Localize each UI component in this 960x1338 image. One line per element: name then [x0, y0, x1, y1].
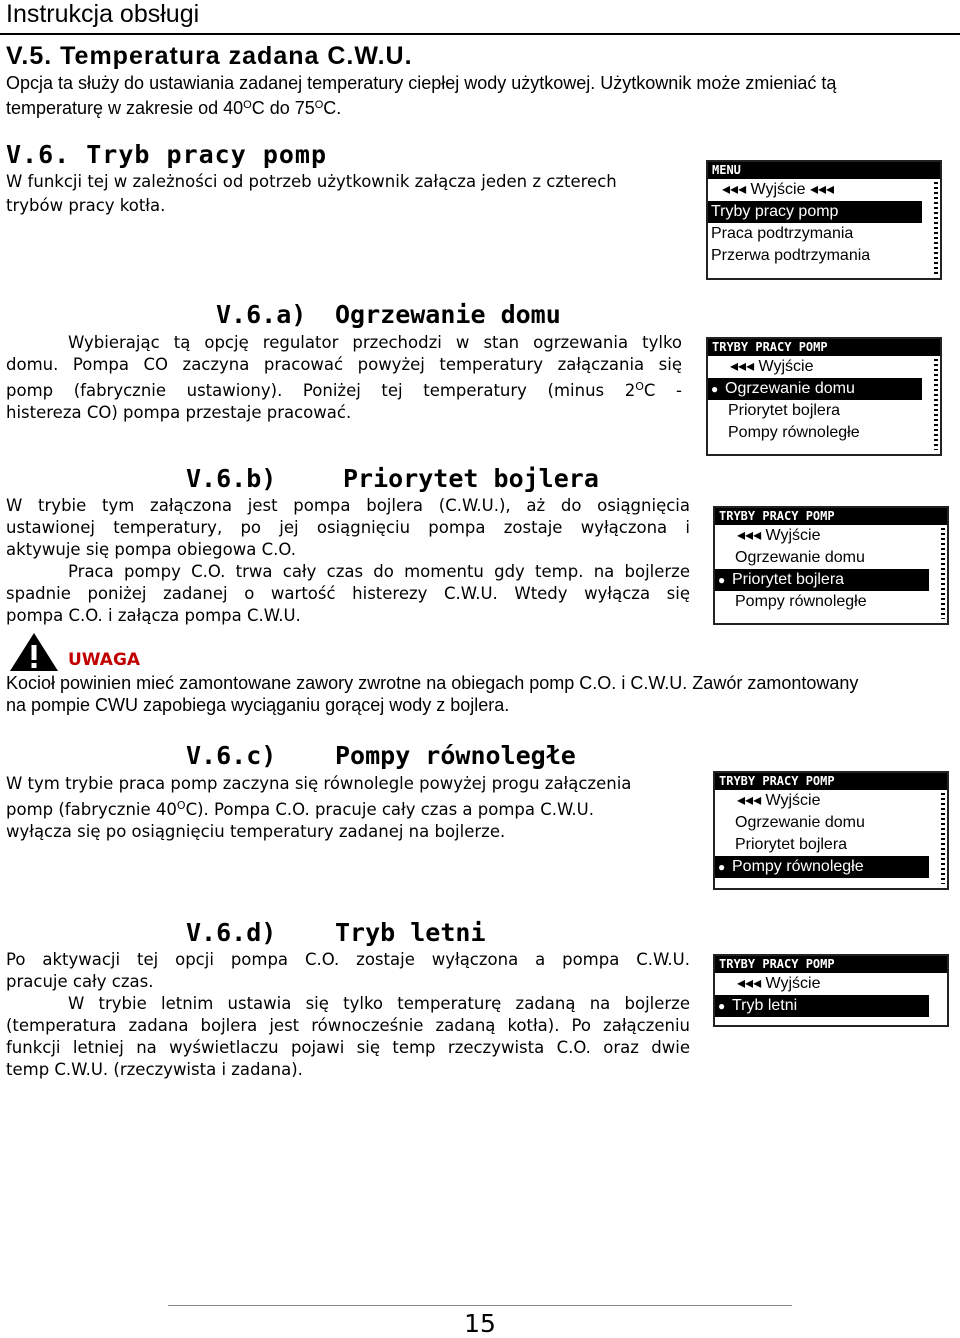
lcd-title: TRYBY PRACY POMP [715, 508, 947, 525]
section-v5-line-1: Opcja ta służy do ustawiania zadanej temperatury ciepłej wody użytkowej. Użytkownik może zmieniać tą [6, 73, 837, 93]
section-v6b-number: V.6.b) [186, 464, 277, 493]
section-v6b-line-3: aktywuje się pompa obiegowa C.O. [6, 540, 296, 559]
lcd-item: Pompy równoległe [728, 424, 860, 441]
section-v6c-title: Pompy równoległe [335, 741, 576, 770]
section-v6d-line-6: temp C.W.U. (rzeczywista i zadana). [6, 1060, 303, 1079]
section-v6a-line-4: histereza CO) pompa przestaje pracować. [6, 403, 352, 422]
section-v6a-title: Ogrzewanie domu [335, 300, 561, 329]
warning-text [6, 672, 958, 716]
lcd-item-exit: ◂◂◂ Wyjście [737, 975, 821, 992]
scrollbar-indicator [934, 182, 938, 274]
section-v6-line-1: W funkcji tej w zależności od potrzeb użytkownik załącza jeden z czterech [6, 172, 617, 191]
section-v6a-text [6, 332, 682, 424]
section-v6c-text [6, 773, 690, 843]
section-v6d-line-3: W trybie letnim ustawia się tylko temperaturę zadaną na bojlerze [68, 994, 690, 1013]
section-v6b-text [6, 495, 690, 627]
lcd-item-exit: ◂◂◂ Wyjście [730, 358, 814, 375]
lcd-item-exit: ◂◂◂ Wyjście ◂◂◂ [722, 181, 835, 198]
lcd-item: Priorytet bojlera [728, 402, 841, 419]
lcd-item: Ogrzewanie domu [735, 814, 865, 831]
lcd-item: Praca podtrzymania [711, 225, 854, 242]
lcd-item-exit: ◂◂◂ Wyjście [737, 527, 821, 544]
bullet-icon: ● [711, 382, 719, 396]
section-v6b-line-2: ustawionej temperatury, po jej osiągnięciu pompa zostaje wyłączona i [6, 518, 690, 537]
warning-line-2: na pompie CWU zapobiega wyciąganiu gorącej wody z bojlera. [6, 695, 510, 715]
section-v6b-line-6: pompa C.O. i załącza pompa C.W.U. [6, 606, 301, 625]
section-v6a-line-1: Wybierając tą opcję regulator przechodzi w stan ogrzewania tylko [68, 333, 682, 352]
section-v6-text [6, 170, 696, 218]
lcd-title: TRYBY PRACY POMP [708, 339, 940, 356]
lcd-item-exit: ◂◂◂ Wyjście [737, 792, 821, 809]
lcd-item: Pompy równoległe [735, 593, 867, 610]
lcd-title: TRYBY PRACY POMP [715, 956, 947, 973]
lcd-screen-ogrzewanie [706, 337, 942, 456]
section-v6c-line-1: W tym trybie praca pomp zaczyna się równolegle powyżej progu załączenia [6, 774, 632, 793]
lcd-title: TRYBY PRACY POMP [715, 773, 947, 790]
section-v6-line-2: trybów pracy kotła. [6, 196, 166, 215]
lcd-item-selected: ● Tryb letni [715, 995, 929, 1017]
page-number: 15 [464, 1309, 496, 1338]
section-v6d-text [6, 949, 690, 1081]
section-v6b-line-4: Praca pompy C.O. trwa cały czas do momentu gdy temp. na bojlerze [68, 562, 690, 581]
lcd-screen-menu [706, 160, 942, 280]
section-v5-text [6, 72, 956, 119]
scrollbar-indicator [941, 793, 945, 884]
section-v6d-number: V.6.d) [186, 918, 277, 947]
section-v6a-line-2: domu. Pompa CO zaczyna pracować powyżej temperatury załączania się [6, 355, 682, 374]
bullet-icon: ● [718, 860, 726, 874]
section-v6b-line-5: spadnie poniżej zadanej o wartość histerezy C.W.U. Wtedy wyłącza się [6, 584, 690, 603]
lcd-screen-tryb-letni [713, 954, 949, 1027]
section-v6b-title: Priorytet bojlera [343, 464, 599, 493]
bullet-icon: ● [718, 573, 726, 587]
bullet-icon: ● [718, 999, 726, 1013]
scrollbar-indicator [934, 359, 938, 450]
section-v6c-line-3: wyłącza się po osiągnięciu temperatury zadanej na bojlerze. [6, 822, 506, 841]
section-v6d-line-1: Po aktywacji tej opcji pompa C.O. zostaje wyłączona a pompa C.W.U. [6, 950, 690, 969]
section-v6c-number: V.6.c) [186, 741, 277, 770]
lcd-item: Ogrzewanie domu [735, 549, 865, 566]
section-v6a-line-3: pomp (fabrycznie ustawiony). Poniżej tej temperatury (minus $2^OC$ - [6, 380, 682, 400]
section-v5-line-2: temperaturę w zakresie od $40^OC$ do $75^OC$. [6, 98, 342, 118]
footer-rule [168, 1305, 792, 1306]
lcd-screen-rownolegle [713, 771, 949, 890]
section-v6d-line-5: funkcji letniej na wyświetlaczu pojawi się temp rzeczywista C.O. oraz dwie [6, 1038, 690, 1057]
section-v6d-title: Tryb letni [335, 918, 486, 947]
warning-label: UWAGA [68, 650, 141, 670]
section-v6b-line-1: W trybie tym załączona jest pompa bojlera (C.W.U.), aż do osiągnięcia [6, 496, 690, 515]
scrollbar-indicator [941, 528, 945, 619]
lcd-item-selected: ● Priorytet bojlera [715, 569, 929, 591]
section-v6d-line-2: pracuje cały czas. [6, 972, 154, 991]
lcd-item: Przerwa podtrzymania [711, 247, 871, 264]
header-rule [0, 33, 960, 35]
lcd-item-selected: Tryby pracy pomp [708, 201, 922, 223]
document-header: Instrukcja obsługi [6, 0, 200, 28]
lcd-screen-priorytet [713, 506, 949, 625]
warning-triangle-icon [8, 631, 60, 673]
section-v6d-line-4: (temperatura zadana bojlera jest równocześnie zadaną kotła). Po załączeniu [6, 1016, 690, 1035]
section-v5-title: V.5. Temperatura zadana C.W.U. [6, 42, 413, 70]
warning-line-1: Kocioł powinien mieć zamontowane zawory zwrotne na obiegach pomp C.O. i C.W.U. Zawór zamontowany [6, 673, 859, 693]
lcd-item: Priorytet bojlera [735, 836, 848, 853]
section-v6c-line-2: pomp (fabrycznie $40^OC$). Pompa C.O. pracuje cały czas a pompa C.W.U. [6, 799, 594, 819]
lcd-item-selected: ● Ogrzewanie domu [708, 378, 922, 400]
section-v6a-number: V.6.a) [216, 300, 307, 329]
lcd-item-selected: ● Pompy równoległe [715, 856, 929, 878]
section-v6-title: V.6. Tryb pracy pomp [6, 140, 328, 169]
lcd-title: MENU [708, 162, 940, 179]
